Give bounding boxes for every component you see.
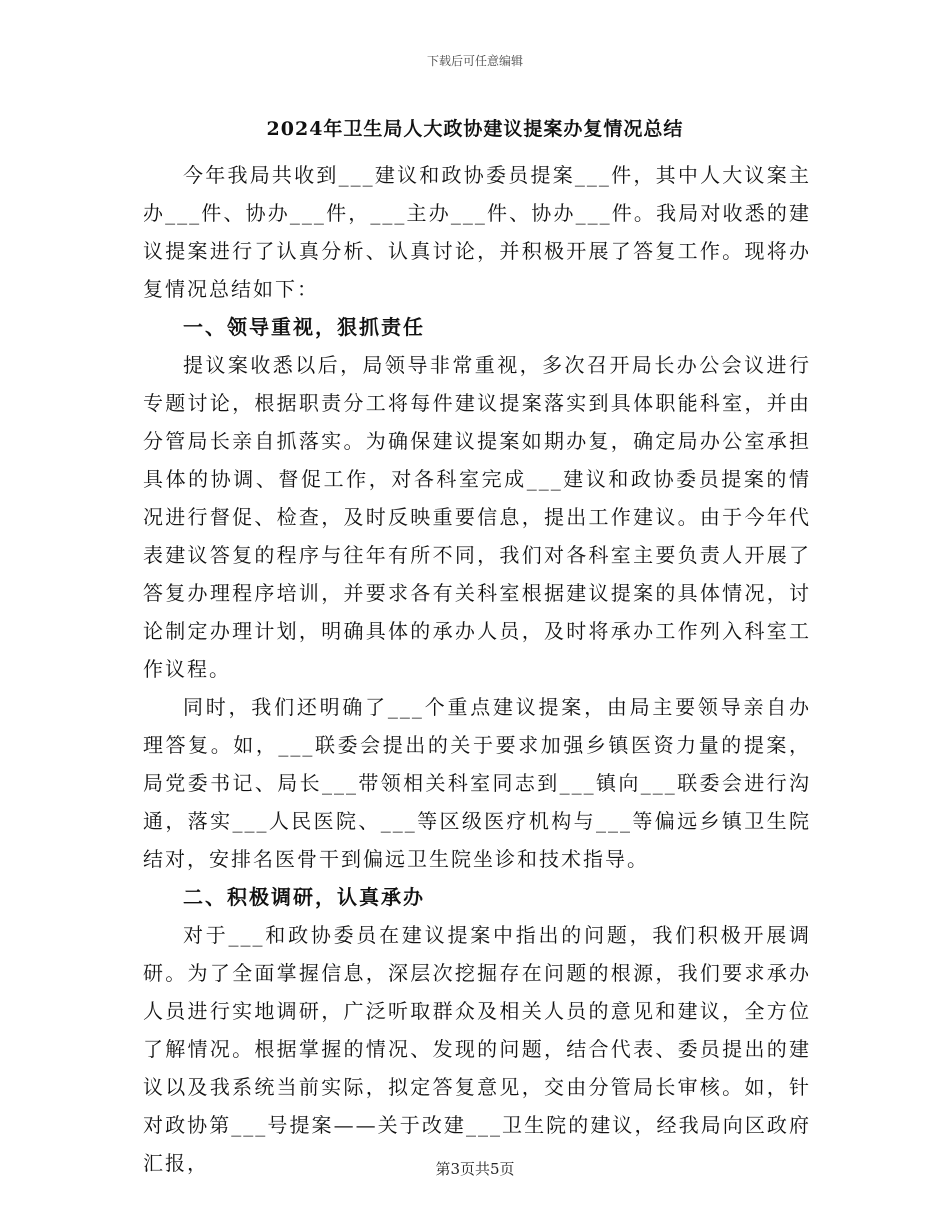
paragraph-2: 同时，我们还明确了___个重点建议提案，由局主要领导亲自办理答复。如，___联委会提出的关于要求加强乡镇医资力量的提案，局党委书记、局长___带领相关科室同志到___镇向___联委会进行沟通，落实___人民医院、___等区级医疗机构与___等偏远乡镇卫生院结对，安排名医骨干到偏远卫生院坐诊和技术指导。: [143, 695, 811, 871]
paragraph-1: 提议案收悉以后，局领导非常重视，多次召开局长办公会议进行专题讨论，根据职责分工将每件建议提案落实到具体职能科室，并由分管局长亲自抓落实。为确保建议提案如期办复，确定局办公室承担具体的协调、督促工作，对各科室完成___建议和政协委员提案的情况进行督促、检查，及时反映重要信息，提出工作建议。由于今年代表建议答复的程序与往年有所不同，我们对各科室主要负责人开展了答复办理程序培训，并要求各有关科室根据建议提案的具体情况，讨论制定办理计划，明确具体的承办人员，及时将承办工作列入科室工作议程。: [143, 353, 811, 681]
document-title: 2024年卫生局人大政协建议提案办复情况总结: [266, 118, 684, 140]
intro-paragraph: 今年我局共收到___建议和政协委员提案___件，其中人大议案主办___件、协办___件，___主办___件、协办___件。我局对收悉的建议提案进行了认真分析、认真讨论，并积极开展了答复工作。现将办复情况总结如下：: [143, 163, 811, 301]
document-body: [143, 156, 811, 1182]
section-heading-2: 二、积极调研，认真承办: [183, 885, 425, 909]
page-header: 下载后可任意编辑: [426, 54, 523, 68]
page-footer: 第3页共5页: [435, 1160, 515, 1178]
paragraph-3: 对于___和政协委员在建议提案中指出的问题，我们积极开展调研。为了全面掌握信息，深层次挖掘存在问题的根源，我们要求承办人员进行实地调研，广泛听取群众及相关人员的意见和建议，全方位了解情况。根据掌握的情况、发现的问题，结合代表、委员提出的建议以及我系统当前实际，拟定答复意见，交由分管局长审核。如，针对政协第___号提案——关于改建___卫生院的建议，经我局向区政府汇报，: [143, 923, 811, 1175]
section-heading-1: 一、领导重视，狠抓责任: [183, 315, 425, 339]
